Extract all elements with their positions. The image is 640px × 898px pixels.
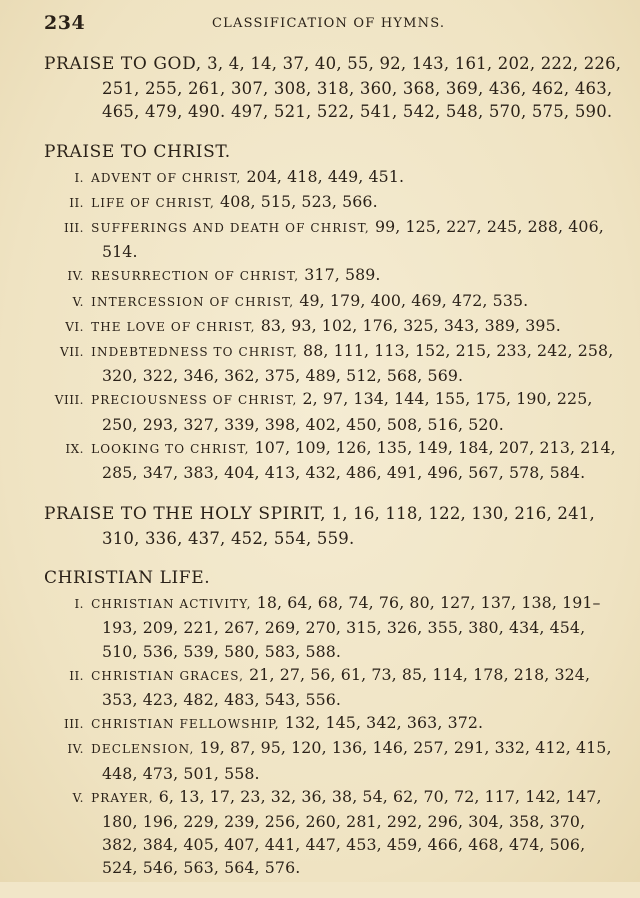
entry-indebtedness [44,339,624,387]
hymn-numbers: 49, 179, 400, 469, 472, 535. [299,290,529,310]
hymn-numbers: 88, 111, 113, 152, 215, 233, 242, 258, 320, 322, 346, 362, 375, 489, 512, 568, 569. [102,340,614,386]
roman-numeral: I. [74,597,84,612]
topic-label: DECLENSION, [91,742,195,757]
roman-numeral: III. [63,717,84,732]
entry-advent [44,165,624,190]
entry-love [44,314,624,339]
hymn-numbers: 6, 13, 17, 23, 32, 36, 38, 54, 62, 70, 72, 117, 142, 147, 180, 196, 229, 239, 256, 260, 281, 292, 296, 304, 358, 370, 382, 384, 405, 407, 441, 447, 453, 459, 466, 468, 474, 506, 524, 546, 563, 564, 576. [102,786,602,878]
topic-label: PRAYER, [91,790,154,805]
entry-preciousness [44,387,624,435]
topic-label: THE LOVE OF CHRIST, [91,319,256,334]
entry-prayer [44,785,624,880]
hymn-numbers: 317, 589. [304,265,381,285]
roman-numeral: II. [69,668,84,683]
hymn-numbers: 204, 418, 449, 451. [246,166,405,186]
hymn-numbers: 18, 64, 68, 74, 76, 80, 127, 137, 138, 191–193, 209, 221, 267, 269, 270, 315, 326, 355, 380, 434, 454, 510, 536, 539, 580, 583, 588. [102,593,601,661]
roman-numeral: IV. [67,742,84,757]
roman-numeral: III. [63,220,84,235]
section-line [44,502,624,550]
hymn-numbers: 107, 109, 126, 135, 149, 184, 207, 213, 214, 285, 347, 383, 404, 413, 432, 486, 491, 496, 567, 578, 584. [102,437,616,482]
entry-resurrection [44,263,624,288]
topic-label: CHRISTIAN ACTIVITY, [91,597,252,612]
page-header [44,12,616,34]
section-title: PRAISE TO THE HOLY SPIRIT, [44,504,327,525]
hymn-numbers: 132, 145, 342, 363, 372. [284,713,484,733]
topic-label: INDEBTEDNESS TO CHRIST, [91,344,298,359]
topic-label: PRECIOUSNESS OF CHRIST, [91,393,298,408]
topic-label: INTERCESSION OF CHRIST, [91,294,295,309]
topic-label: LIFE OF CHRIST, [91,195,215,210]
hymn-classification [44,52,624,898]
roman-numeral: IX. [65,441,84,456]
roman-numeral: V. [72,790,84,805]
section-title: CHRISTIAN LIFE. [44,568,211,589]
topic-label: SUFFERINGS AND DEATH OF CHRIST, [91,220,370,235]
entry-intercession [44,289,624,314]
hymn-numbers: 99, 125, 227, 245, 288, 406, 514. [102,216,604,262]
section-title: PRAISE TO GOD, [44,54,202,74]
entry-graces [44,663,624,711]
topic-label: ADVENT OF CHRIST, [91,170,242,185]
roman-numeral: VIII. [54,393,84,408]
topic-label: LOOKING TO CHRIST, [91,441,250,456]
roman-numeral: V. [72,294,84,309]
entry-declension [44,736,624,784]
page-number: 234 [44,12,86,34]
hymn-numbers: 2, 97, 134, 144, 155, 175, 190, 225, 250, 293, 327, 339, 398, 402, 450, 508, 516, 520. [102,389,593,434]
section-praise-to-holy-spirit [44,502,624,550]
hymn-numbers: 21, 27, 56, 61, 73, 85, 114, 178, 218, 324, 353, 423, 482, 483, 543, 556. [102,664,591,709]
section-title: PRAISE TO CHRIST. [44,141,231,162]
section-praise-to-god [44,52,624,124]
entry-sufferings [44,215,624,263]
roman-numeral: VI. [65,319,84,334]
topic-label: RESURRECTION OF CHRIST, [91,269,300,284]
roman-numeral: IV. [67,269,84,284]
roman-numeral: VII. [60,344,84,359]
hymn-numbers: 408, 515, 523, 566. [220,191,378,211]
roman-numeral: I. [74,170,84,185]
section-line [44,52,624,124]
hymn-numbers: 3, 4, 14, 37, 40, 55, 92, 143, 161, 202, 222, 226, 251, 255, 261, 307, 308, 318, 360, 368, 369, 436, 462, 463, 465, 479, 490. 497, 521, 522, 541, 542, 548, 570, 575, 590. [102,54,622,121]
hymn-numbers: 83, 93, 102, 176, 325, 343, 389, 395. [260,315,561,335]
topic-label: CHRISTIAN FELLOWSHIP, [91,717,280,732]
entry-looking [44,436,624,484]
roman-numeral: II. [69,195,84,210]
topic-label: CHRISTIAN GRACES, [91,668,245,683]
entry-life [44,190,624,215]
entry-fellowship [44,711,624,736]
hymn-numbers: 19, 87, 95, 120, 136, 146, 257, 291, 332, 412, 415, 448, 473, 501, 558. [102,738,612,783]
section-praise-to-christ [44,142,624,485]
section-christian-life [44,568,624,879]
entry-activity [44,591,624,663]
running-title: CLASSIFICATION OF HYMNS. [212,16,446,31]
hymn-numbers: 1, 16, 118, 122, 130, 216, 241, 310, 336, 437, 452, 554, 559. [102,504,595,548]
